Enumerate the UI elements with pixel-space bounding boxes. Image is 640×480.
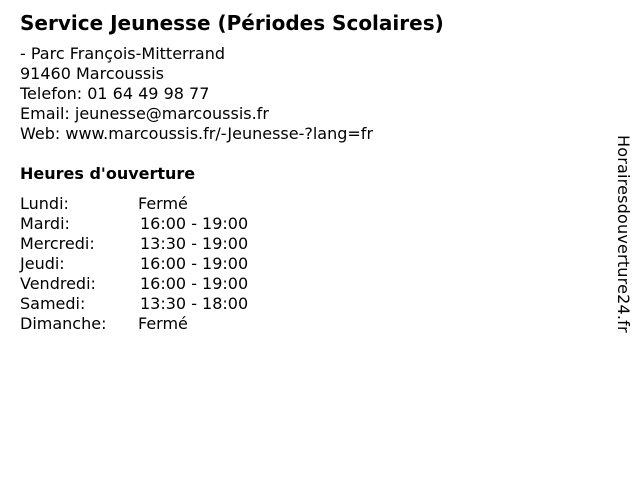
day-hours: 13:30 - 18:00 [140, 294, 249, 313]
day-hours: 13:30 - 19:00 [140, 234, 249, 253]
email-address: Email: jeunesse@marcoussis.fr [20, 104, 269, 123]
day-label: Vendredi: [20, 274, 96, 293]
phone-number: Telefon: 01 64 49 98 77 [20, 84, 210, 103]
day-label: Dimanche: [20, 314, 107, 333]
brand-watermark: Horairesdouverture24.fr [614, 135, 633, 333]
day-label: Samedi: [20, 294, 86, 313]
day-label: Mercredi: [20, 234, 95, 253]
day-hours: 16:00 - 19:00 [140, 214, 249, 233]
page-title: Service Jeunesse (Périodes Scolaires) [20, 11, 444, 35]
website-address: Web: www.marcoussis.fr/-Jeunesse-?lang=fr [20, 124, 374, 143]
day-hours: 16:00 - 19:00 [140, 274, 249, 293]
day-hours: Fermé [138, 314, 188, 333]
day-label: Mardi: [20, 214, 70, 233]
day-label: Jeudi: [20, 254, 65, 273]
day-hours: Fermé [138, 194, 188, 213]
city-postcode: 91460 Marcoussis [20, 64, 164, 83]
day-hours: 16:00 - 19:00 [140, 254, 249, 273]
opening-hours-heading: Heures d'ouverture [20, 164, 196, 183]
address-block [20, 44, 373, 144]
day-label: Lundi: [20, 194, 69, 213]
street-address: - Parc François-Mitterrand [20, 44, 226, 63]
